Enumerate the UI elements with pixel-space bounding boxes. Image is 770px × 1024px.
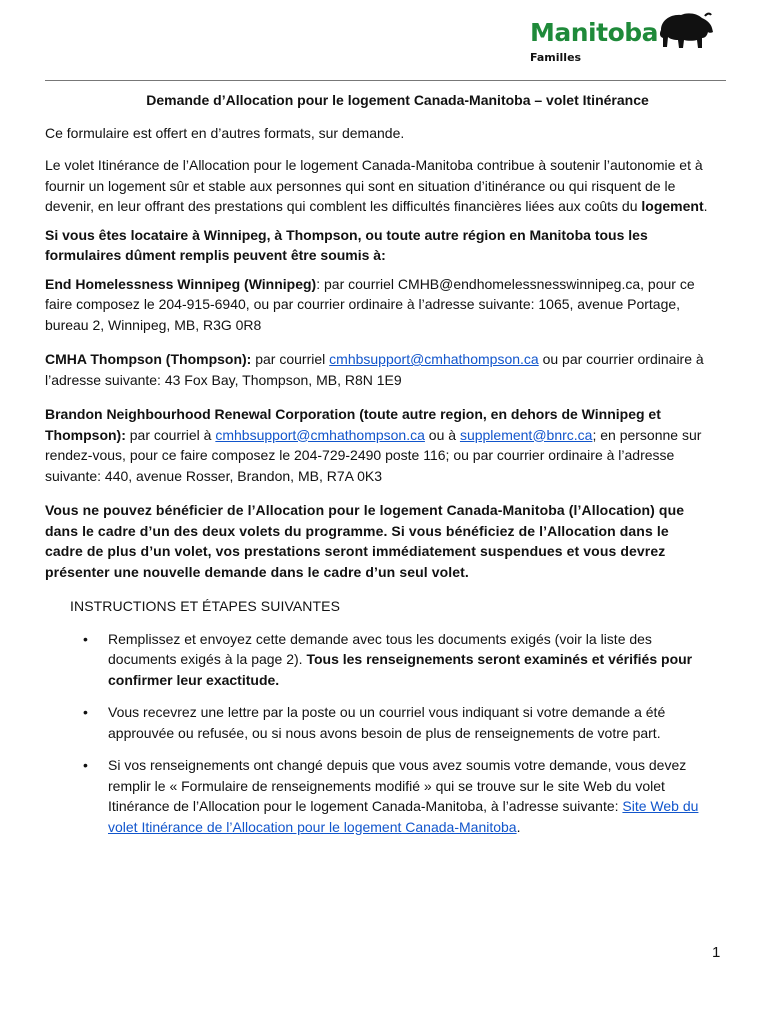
document-title: Demande d’Allocation pour le logement Canada-Manitoba – volet Itinérance <box>146 92 649 108</box>
eligibility-warning: Vous ne pouvez bénéficier de l’Allocation pour le logement Canada-Manitoba (l’Allocation) que dans le cadre d’un des deux volets du programme. Si vous bénéficiez de l’Allocation dans le cadre de plus d’un volet, vos prestations seront immédiatement suspendues et vous devrez présenter une nouvelle demande dans le cadre d’un seul volet. <box>45 502 685 580</box>
page-number: 1 <box>712 944 721 961</box>
item3-text: Si vos renseignements ont changé depuis que vous avez soumis votre demande, vous devez remplir le « Formulaire de renseignements modifié » qui se trouve sur le site Web du volet Itinérance de l’Allocation pour le logement Canada-Manitoba, à l’adresse suivante: <box>108 757 687 814</box>
bullet-icon: • <box>83 704 88 720</box>
contact-thompson-name: CMHA Thompson (Thompson): <box>45 351 252 367</box>
bullet-icon: • <box>83 757 88 773</box>
contact-thompson-text-before: par courriel <box>251 351 330 367</box>
item3-end: . <box>516 818 521 835</box>
logo-subtitle: Familles <box>530 51 582 64</box>
thompson-email-link[interactable]: cmhbsupport@cmhathompson.ca <box>329 351 539 367</box>
formats-note: Ce formulaire est offert en d’autres formats, sur demande. <box>45 124 405 141</box>
list-item <box>45 755 710 837</box>
bullet-icon: • <box>83 630 88 647</box>
document-body <box>45 90 710 849</box>
instructions-heading: INSTRUCTIONS ET ÉTAPES SUIVANTES <box>70 598 341 614</box>
contact-brandon-text-after: ; en personne sur rendez-vous, pour ce faire composez le 204-729-2490 poste 116; ou par courrier ordinaire à l’adresse suivante: 440, avenue Rosser, Brandon, MB, R7A 0K3 <box>45 426 702 484</box>
list-item <box>45 702 710 743</box>
item1-bold: Tous les renseignements seront examinés et vérifiés pour confirmer leur exactitude. <box>108 651 693 688</box>
contact-brandon-name: Brandon Neighbourhood Renewal Corporation (toute autre region, en dehors de Winnipeg et Thompson): <box>45 406 661 443</box>
bison-icon <box>655 10 715 52</box>
contact-winnipeg-name: End Homelessness Winnipeg (Winnipeg) <box>45 275 317 292</box>
contact-winnipeg-text: : par courriel CMHB@endhomelessnesswinnipeg.ca, pour ce faire composez le 204-915-6940, ou par courrier ordinaire à l’adresse suivante: 1065, avenue Portage, bureau 2, Winnipeg, MB, R3G 0R8 <box>45 275 695 333</box>
item2-text: Vous recevrez une lettre par la poste ou un courriel vous indiquant si votre demande a été approuvée ou refusée, ou si nous avons besoin de plus de renseignements de votre part. <box>108 704 666 741</box>
brandon-email-link-1[interactable]: cmhbsupport@cmhathompson.ca <box>215 426 425 443</box>
brandon-email-link-2[interactable]: supplement@bnrc.ca <box>459 426 593 443</box>
header-divider <box>45 80 726 81</box>
description-end: . <box>703 198 708 214</box>
item1-text: Remplissez et envoyez cette demande avec tous les documents exigés (voir la liste des documents exigés à la page 2). <box>108 630 652 667</box>
contact-winnipeg <box>45 274 710 336</box>
contact-brandon <box>45 404 710 486</box>
program-website-link[interactable]: Site Web du volet Itinérance de l’Allocation pour le logement Canada-Manitoba <box>108 798 699 835</box>
description-text: Le volet Itinérance de l’Allocation pour le logement Canada-Manitoba contribue à soutenir l’autonomie et à fournir un logement sûr et stable aux personnes qui sont en situation d’itinérance ou qui risquent de le devenir, en leur offrant des prestations qui comblent les difficultés financières liées aux coûts du <box>45 157 703 214</box>
contact-brandon-text-mid: ou à <box>424 426 460 443</box>
list-item <box>45 629 710 691</box>
contact-brandon-text-before: par courriel à <box>125 426 216 443</box>
contact-thompson <box>45 349 710 390</box>
submit-heading: Si vous êtes locataire à Winnipeg, à Thompson, ou toute autre région en Manitoba tous les formulaires dûment remplis peuvent être soumis à: <box>45 226 648 263</box>
logo-wordmark: Manitoba <box>530 18 659 47</box>
contact-thompson-text-after: ou par courrier ordinaire à l’adresse suivante: 43 Fox Bay, Thompson, MB, R8N 1E9 <box>45 351 704 388</box>
manitoba-logo <box>528 8 718 68</box>
instructions-list <box>45 629 710 838</box>
program-description <box>45 155 710 217</box>
description-bold: logement <box>641 198 704 214</box>
